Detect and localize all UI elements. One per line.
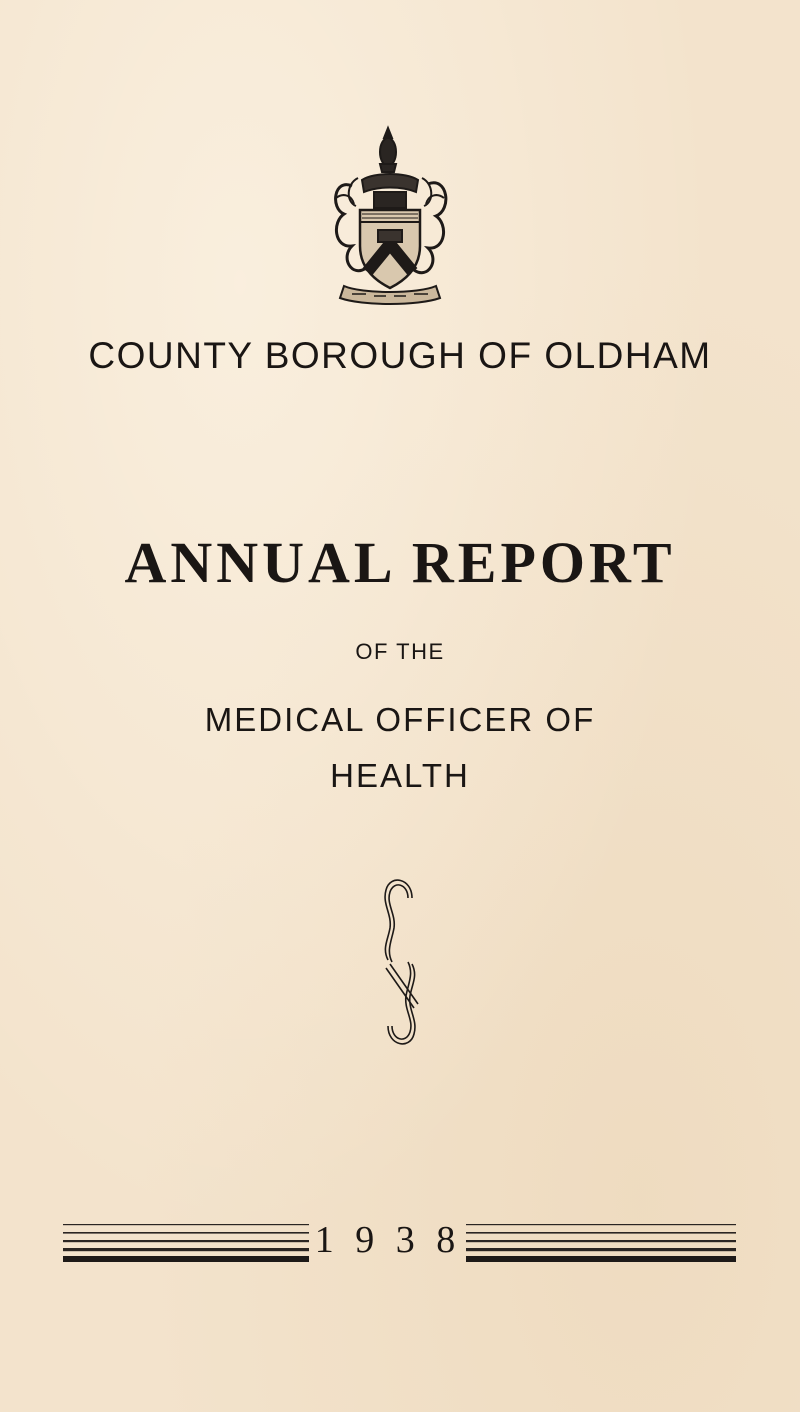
title-connector: OF THE xyxy=(355,639,445,664)
report-title: ANNUAL REPORT xyxy=(124,530,676,595)
right-decorative-rule xyxy=(466,1218,736,1264)
coat-of-arms-icon xyxy=(322,118,458,308)
report-year: 1 9 3 8 xyxy=(314,1219,462,1261)
section-sign-icon xyxy=(368,868,432,1056)
subtitle-line-2: HEALTH xyxy=(330,757,470,794)
issuer-heading: COUNTY BOROUGH OF OLDHAM xyxy=(88,335,712,376)
left-decorative-rule xyxy=(63,1218,309,1264)
subtitle-line-1: MEDICAL OFFICER OF xyxy=(204,701,596,738)
